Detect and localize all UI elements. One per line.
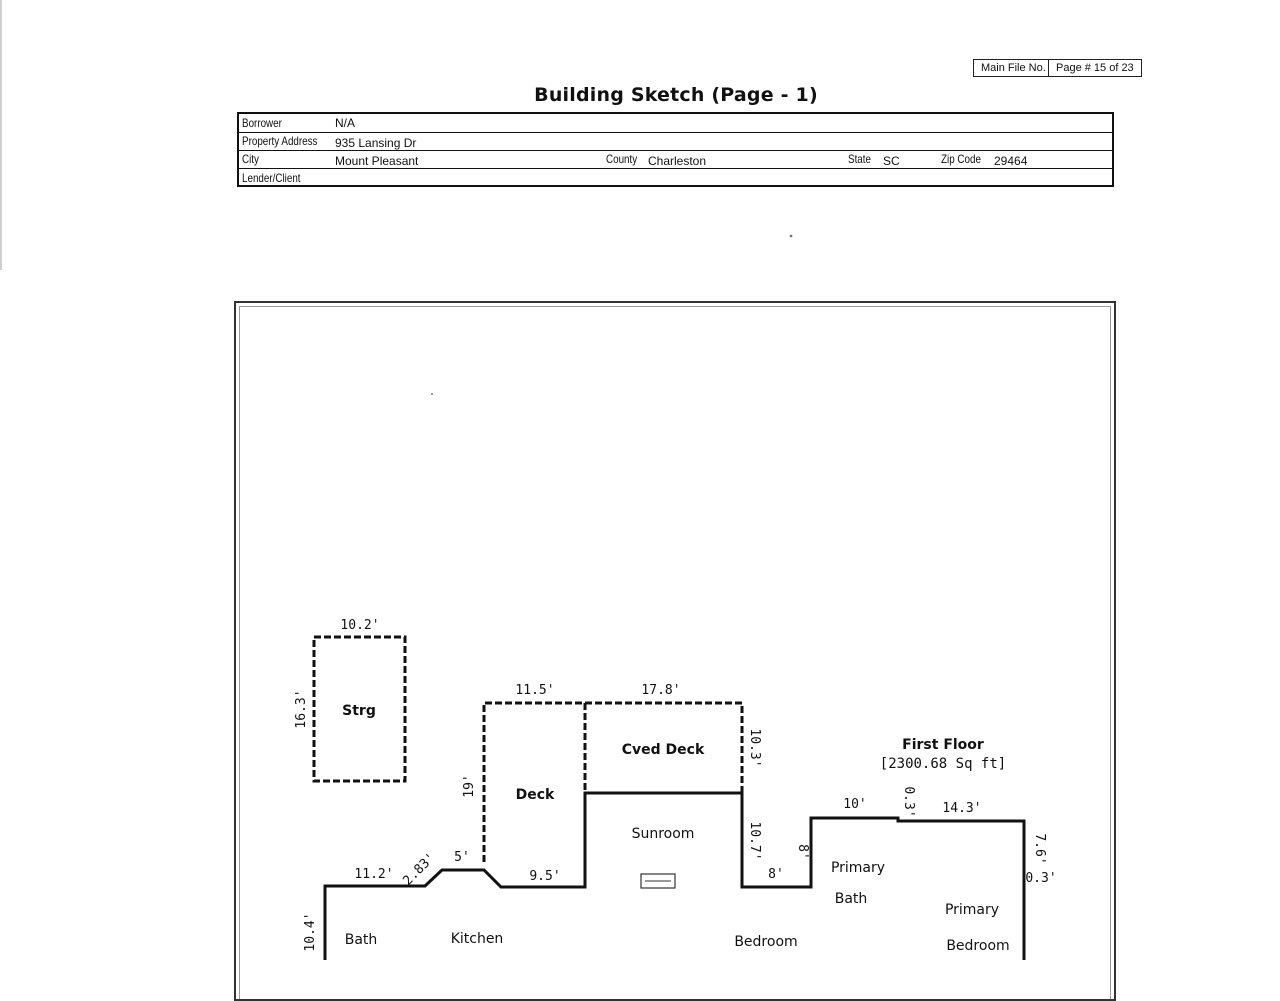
- scan-speck: [790, 235, 793, 238]
- dim-strg-height: 16.3': [294, 689, 309, 729]
- dim-step-8-vertical: 8': [795, 844, 810, 860]
- dim-covered-deck-right: 10.3': [747, 728, 762, 768]
- county-value: Charleston: [648, 154, 707, 168]
- room-label-kitchen: Kitchen: [450, 931, 504, 947]
- scan-speck: [431, 393, 433, 395]
- dim-bedroom-top: 14.3': [942, 801, 982, 816]
- dim-left-side: 10.4': [303, 912, 318, 952]
- dim-covered-deck-top: 17.8': [641, 683, 681, 698]
- dim-jog-0-3-b: 0.3': [1025, 871, 1057, 886]
- state-value: SC: [883, 154, 900, 168]
- dim-deck-top: 11.5': [515, 683, 555, 698]
- dim-deck-left: 19': [462, 774, 477, 798]
- page-number: Page # 15 of 23: [1056, 62, 1134, 74]
- dim-angle-2-83: 2.83': [400, 850, 439, 889]
- main-file-label: Main File No.: [974, 60, 1049, 76]
- room-label-bedroom: Bedroom: [734, 934, 798, 950]
- dim-sunroom-right: 10.7': [747, 821, 762, 861]
- borrower-value: N/A: [335, 116, 356, 130]
- floor-area: [2300.68 Sq ft]: [879, 756, 1007, 772]
- dim-deck-bottom: 9.5': [529, 869, 561, 884]
- dim-jog-0-3-a: 0.3': [901, 786, 916, 818]
- room-label-primary-bedroom-line1: Primary: [944, 902, 1000, 918]
- dim-step-5: 5': [454, 850, 470, 865]
- dim-strg-width: 10.2': [340, 618, 380, 633]
- room-label-primary-bath-line2: Bath: [834, 891, 868, 907]
- floor-title: First Floor: [902, 737, 984, 753]
- room-label-sunroom: Sunroom: [631, 826, 695, 842]
- room-label-primary-bath-line1: Primary: [830, 860, 886, 876]
- dim-step-8-horizontal: 8': [768, 867, 784, 882]
- zip-label: Zip Code: [941, 152, 981, 166]
- state-label: State: [848, 152, 871, 166]
- city-label: City: [242, 152, 259, 166]
- room-label-deck: Deck: [515, 787, 555, 803]
- borrower-label: Borrower: [242, 116, 282, 130]
- address-label: Property Address: [242, 134, 318, 148]
- dim-kitchen-top: 11.2': [354, 867, 394, 882]
- dim-right-7-6: 7.6': [1032, 833, 1047, 865]
- page-title: Building Sketch (Page - 1): [534, 84, 818, 106]
- dim-bath-top: 10': [843, 797, 867, 812]
- zip-value: 29464: [994, 154, 1028, 168]
- room-label-strg: Strg: [342, 703, 376, 719]
- address-value: 935 Lansing Dr: [335, 136, 417, 150]
- lender-label: Lender/Client: [242, 171, 301, 185]
- county-label: County: [606, 152, 638, 166]
- room-label-primary-bedroom-line2: Bedroom: [946, 938, 1010, 954]
- city-value: Mount Pleasant: [335, 154, 419, 168]
- room-label-bath: Bath: [344, 932, 378, 948]
- room-label-covered-deck: Cved Deck: [621, 742, 705, 758]
